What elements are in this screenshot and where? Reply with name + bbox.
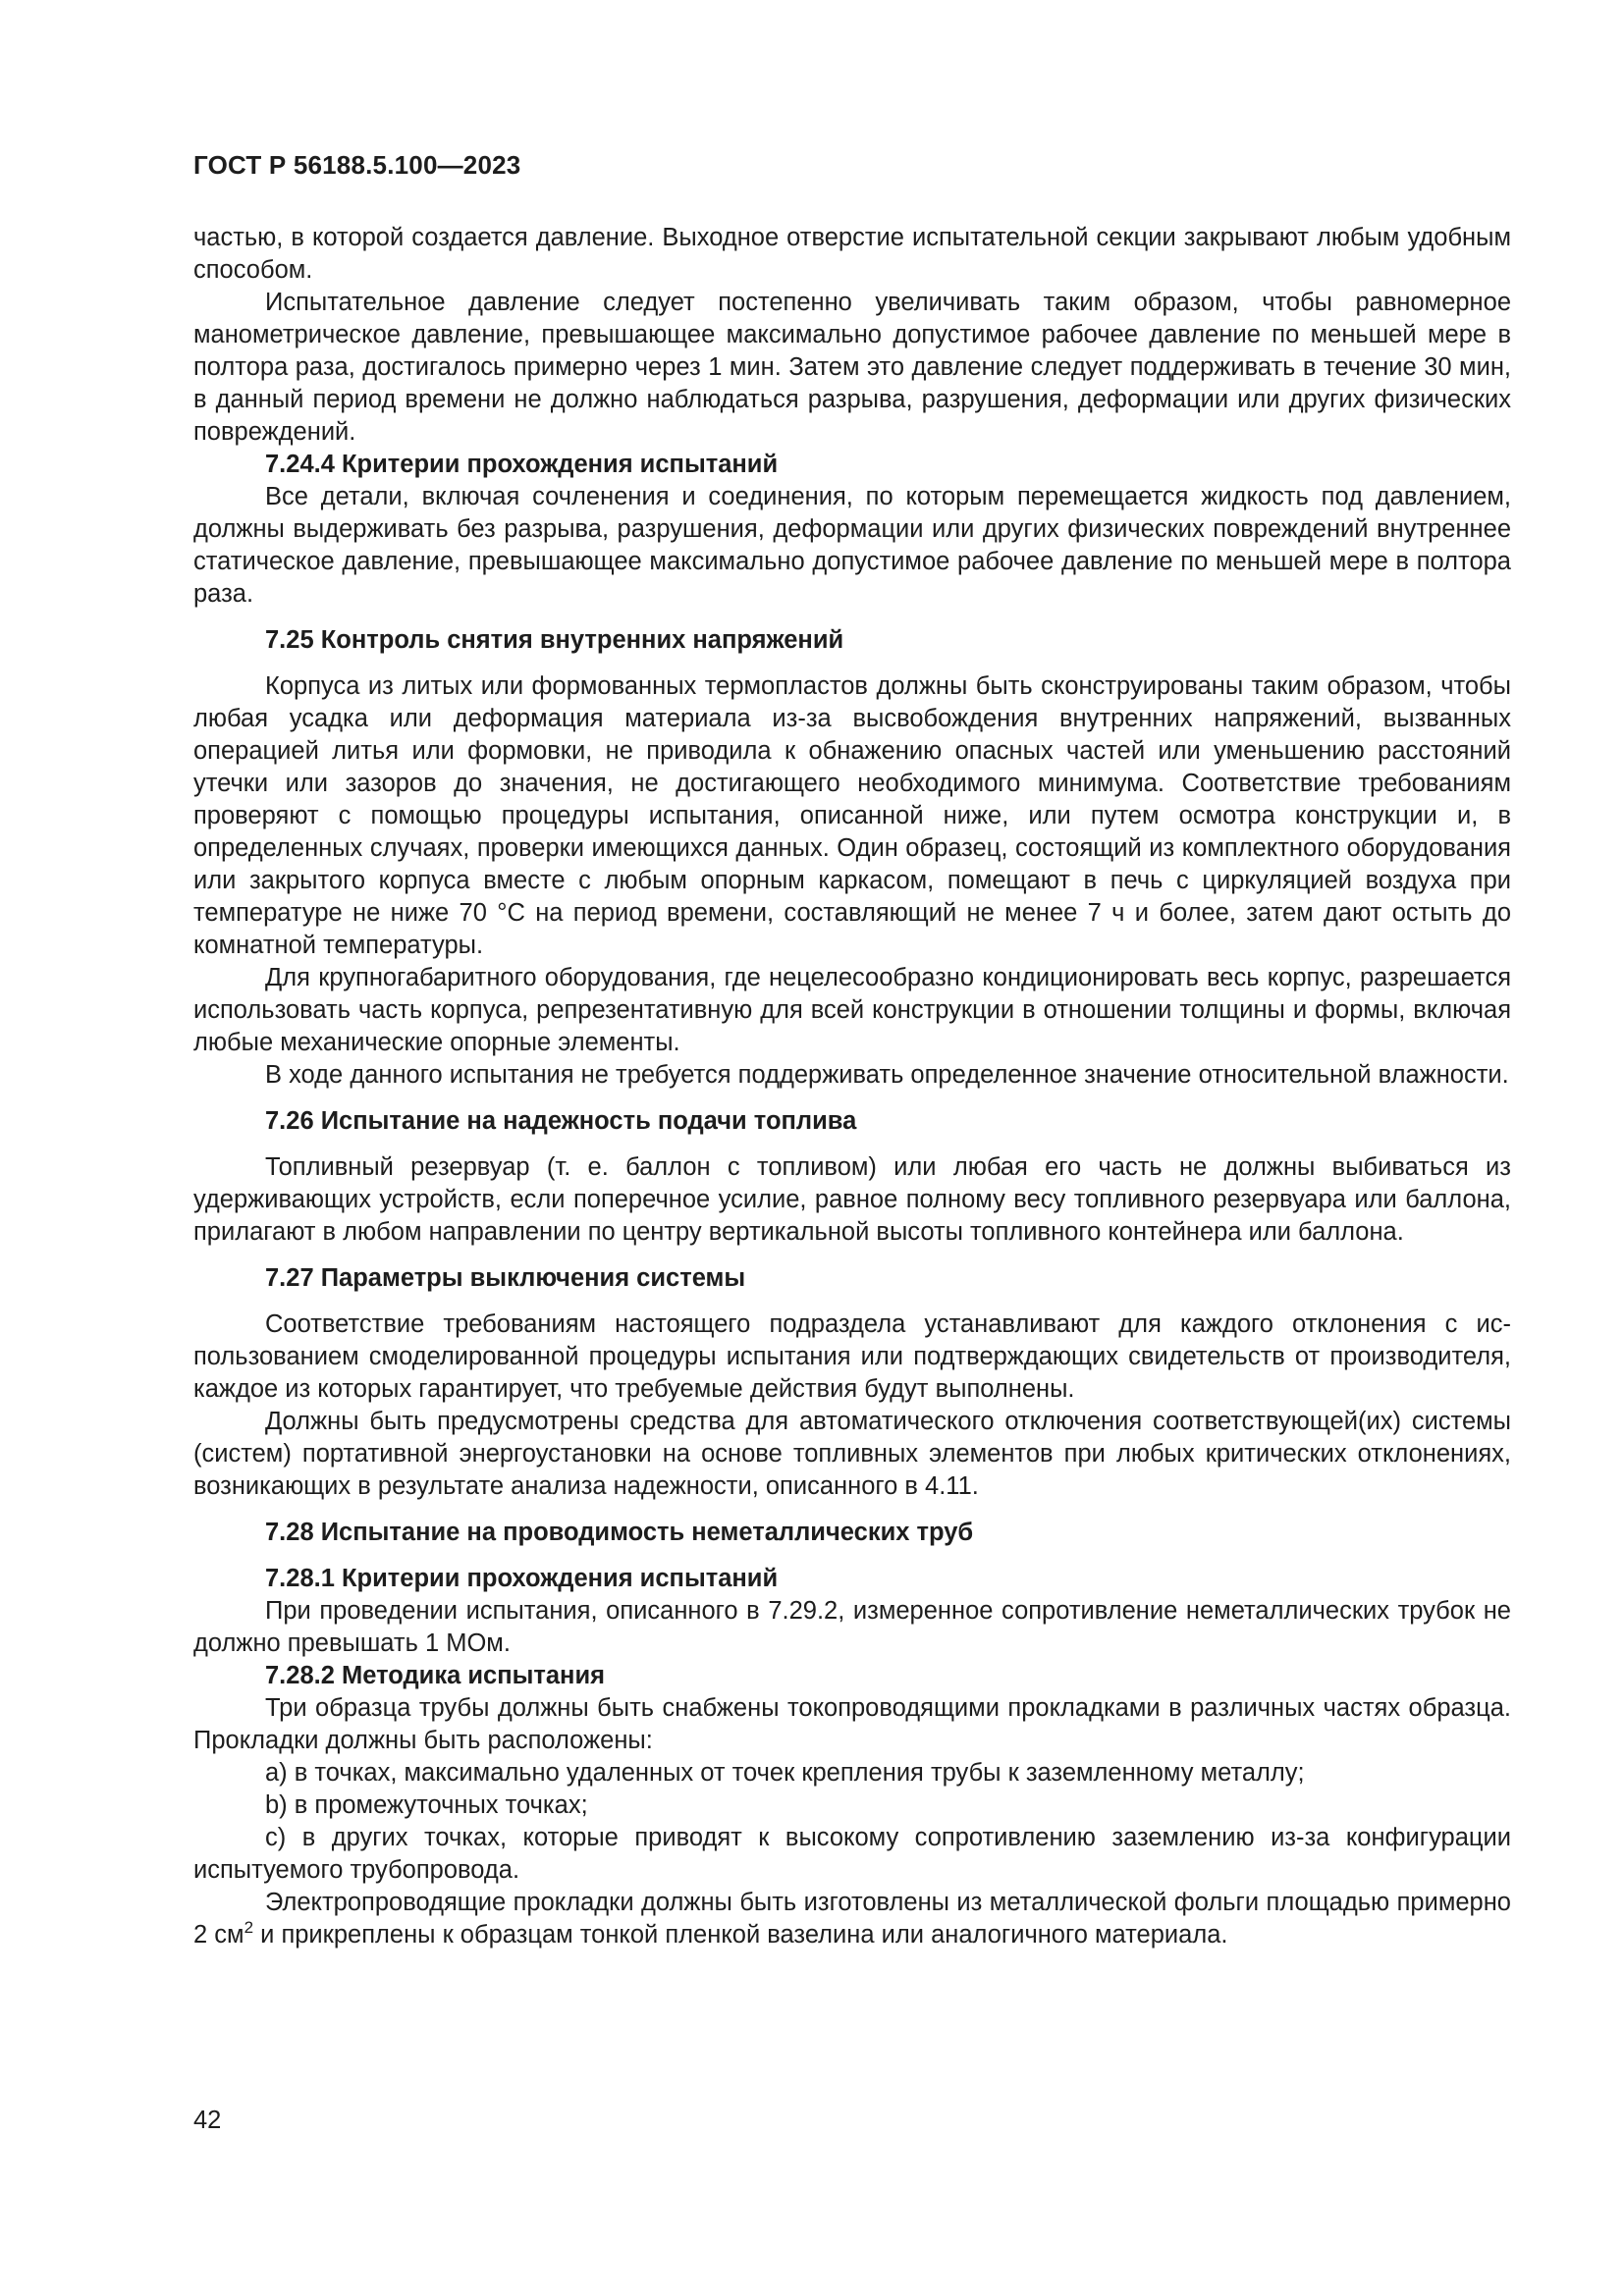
paragraph [193,1887,1511,1951]
page-number: 42 [193,2107,222,2134]
section-heading-7-28-1: 7.28.1 Критерии прохождения испытаний [265,1565,779,1592]
section-heading-7-28-2: 7.28.2 Методика испытания [265,1662,606,1689]
paragraph-text: и прикреплены к образцам тонкой пленкой вазелина или аналогичного материала. [253,1921,1228,1949]
list-item-a: a) в точках, максимально удаленных от точек крепления трубы к заземленному металлу; [265,1759,1305,1787]
section-heading-7-26: 7.26 Испытание на надежность подачи топлива [265,1107,857,1135]
paragraph: Топливный резервуар (т. е. баллон с топливом) или любая его часть не должны выбиваться из удерживающих устройств, если поперечное усилие, равное полному весу топливного резервуара или баллона, прилагают в любом направлении по центру вертикальной высоты топливного контейнера или баллона. [193,1153,1511,1246]
section-heading-7-25: 7.25 Контроль снятия внутренних напряжений [265,626,844,654]
paragraph: Для крупногабаритного оборудования, где нецелесообразно кондиционировать весь корпус, разрешается использовать часть корпуса, репрезентативную для всей конструкции в отношении толщины и формы, включая любые механические опорные элементы. [193,964,1511,1056]
list-item-c: c) в других точках, которые приводят к высокому сопротивлению заземлению из-за конфигурации испытуемого трубопровода. [193,1824,1511,1884]
section-heading-7-27: 7.27 Параметры выключения системы [265,1264,746,1292]
paragraph: При проведении испытания, описанного в 7.29.2, измеренное сопротивление неметаллических трубок не должно превышать 1 МОм. [193,1597,1511,1657]
section-heading-7-28: 7.28 Испытание на проводимость неметаллических труб [265,1519,974,1546]
document-header: ГОСТ Р 56188.5.100—2023 [193,150,521,180]
paragraph: Все детали, включая сочленения и соединения, по которым перемещается жидкость под давлением, должны выдерживать без разрыва, разрушения, деформации или других физических повреждений внутреннее статическое давление, превышающее максимально допустимое рабочее давление по меньшей мере в полтора раза. [193,483,1511,608]
section-heading-7-24-4: 7.24.4 Критерии прохождения испытаний [265,451,779,478]
paragraph: Испытательное давление следует постепенно увеличивать таким образом, чтобы равномерное манометрическое давление, превышающее максимально допустимое рабочее давление по меньшей мере в полтора раза, достигалось примерно через 1 мин. Затем это давление следует поддерживать в течение 30 мин, в данный период времени не должно наблюдаться разрыва, разрушения, деформации или других физических повреждений. [193,289,1511,446]
paragraph-text: Электропроводящие прокладки должны быть изготовлены из металлической фольги площадью примерно 2 см [193,1889,1511,1949]
paragraph: Соответствие требованиям настоящего подраздела устанавливают для каждого отклонения с использованием смоделированной процедуры испытания или подтверждающих свидетельств от производителя, каждое из которых гарантирует, что требуемые действия будут выполнены. [193,1310,1511,1403]
paragraph: Три образца трубы должны быть снабжены токопроводящими прокладками в различных частях образца. Прокладки должны быть расположены: [193,1694,1511,1754]
paragraph: В ходе данного испытания не требуется поддерживать определенное значение относительной влажности. [265,1061,1509,1089]
superscript: 2 [244,1918,254,1937]
paragraph: Корпуса из литых или формованных термопластов должны быть сконструированы таким образом, чтобы любая усадка или деформация материала из-за высвобождения внутренних напряжений, вызванных операцией литья или формовки, не приводила к обнажению опасных частей или уменьшению расстояний утечки или зазоров до значения, не достигающего необходимого минимума. Соответствие требованиям проверяют с помощью процедуры испытания, описанной ниже, или путем осмотра конструкции и, в определенных случаях, проверки имеющихся данных. Один образец, состоящий из комплектного оборудования или закрытого корпуса вместе с любым опорным каркасом, помещают в печь с циркуляцией воздуха при температуре не ниже 70 °С на период времени, составляющий не менее 7 ч и более, затем дают остыть до комнатной температуры. [193,672,1511,959]
paragraph: частью, в которой создается давление. Выходное отверстие испытательной секции закрывают любым удобным способом. [193,224,1511,284]
paragraph: Должны быть предусмотрены средства для автоматического отключения соответствующей(их) системы (систем) портативной энергоустановки на основе топливных элементов при любых критических отклонениях, возникающих в результате анализа надежности, описанного в 4.11. [193,1408,1511,1500]
list-item-b: b) в промежуточных точках; [265,1791,588,1819]
document-body [193,222,1511,1951]
